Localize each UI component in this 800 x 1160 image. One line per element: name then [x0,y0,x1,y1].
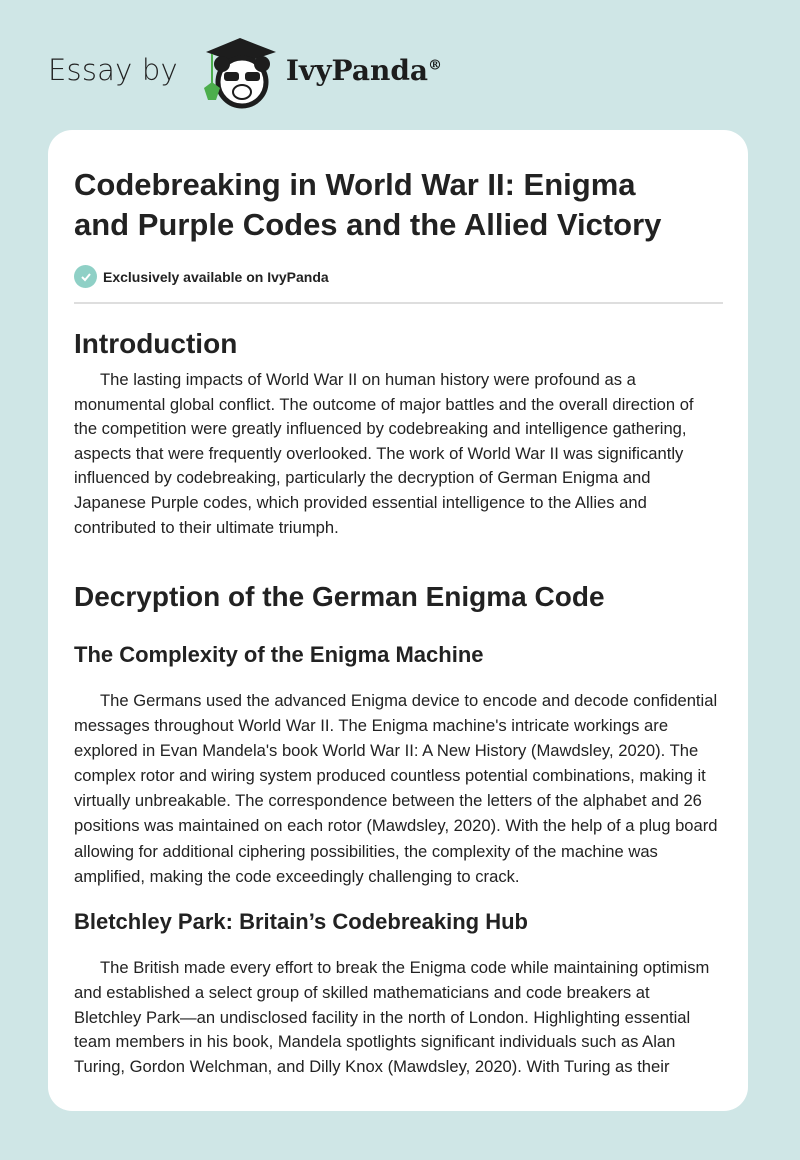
text-line: explored in Evan Mandela's book World War II: A New History (Mawdsley, 2020). The [74,741,699,761]
text-line: and established a select group of skilled mathematicians and code breakers at [74,982,650,1002]
brand-name: IvyPanda [285,53,429,87]
badge-text: Exclusively available on IvyPanda [103,268,329,285]
heading-bletchley-park: Bletchley Park: Britain’s Codebreaking Hub [74,909,528,934]
text-line: Bletchley Park—an undisclosed facility in the north of London. Highlighting essential [74,1007,691,1027]
text-line: Japanese Purple codes, which provided essential intelligence to the Allies and [74,492,647,512]
heading-introduction: Introduction [74,328,238,359]
check-icon [74,265,97,288]
text-line: aspects that were frequently overlooked. The work of World War II was significantly [74,443,684,463]
heading-enigma-complexity: The Complexity of the Enigma Machine [74,642,484,667]
essay-title [74,165,661,245]
text-line: team members in his book, Mandela spotlights significant individuals such as Alan [74,1032,676,1052]
brand-header [48,40,442,100]
title-line: Codebreaking in World War II: Enigma [74,167,636,202]
text-line: amplified, making the code exceedingly challenging to crack. [74,866,520,886]
text-line: allowing for additional ciphering possibilities, the complexity of the machine was [74,841,658,861]
text-line: The Germans used the advanced Enigma device to encode and decode confidential [100,691,718,710]
text-line: influenced by codebreaking, particularly the decryption of German Enigma and [74,468,651,488]
paragraph-bletchley-park [74,956,709,1080]
exclusive-badge [74,265,329,288]
text-line: Turing, Gordon Welchman, and Dilly Knox (Mawdsley, 2020). With Turing as their [74,1057,670,1077]
ivypanda-logo-text [286,54,442,87]
text-line: virtually unbreakable. The correspondence between the letters of the alphabet and 26 [74,791,702,811]
text-line: The lasting impacts of World War II on human history were profound as a [100,370,636,389]
text-line: complex rotor and wiring system produced countless potential combinations, making it [74,766,706,786]
ivypanda-logo-icon [198,30,282,110]
text-line: positions was maintained on each rotor (Mawdsley, 2020). With the help of a plug board [74,816,718,836]
paragraph-introduction [74,368,694,540]
divider [74,302,723,304]
essay-card [48,130,748,1111]
text-line: The British made every effort to break the Enigma code while maintaining optimism [100,958,710,977]
text-line: the competition were greatly influenced by codebreaking and intelligence gathering, [74,419,687,439]
text-line: monumental global conflict. The outcome of major battles and the overall direction of [74,394,694,414]
paragraph-enigma-complexity [74,688,718,889]
heading-enigma-decryption: Decryption of the German Enigma Code [74,581,605,612]
title-line: and Purple Codes and the Allied Victory [74,207,662,242]
text-line: messages throughout World War II. The Enigma machine's intricate workings are [74,716,669,736]
registered-mark: ® [428,57,443,74]
text-line: contributed to their ultimate triumph. [74,517,339,537]
essay-by-label: Essay by [48,53,178,87]
